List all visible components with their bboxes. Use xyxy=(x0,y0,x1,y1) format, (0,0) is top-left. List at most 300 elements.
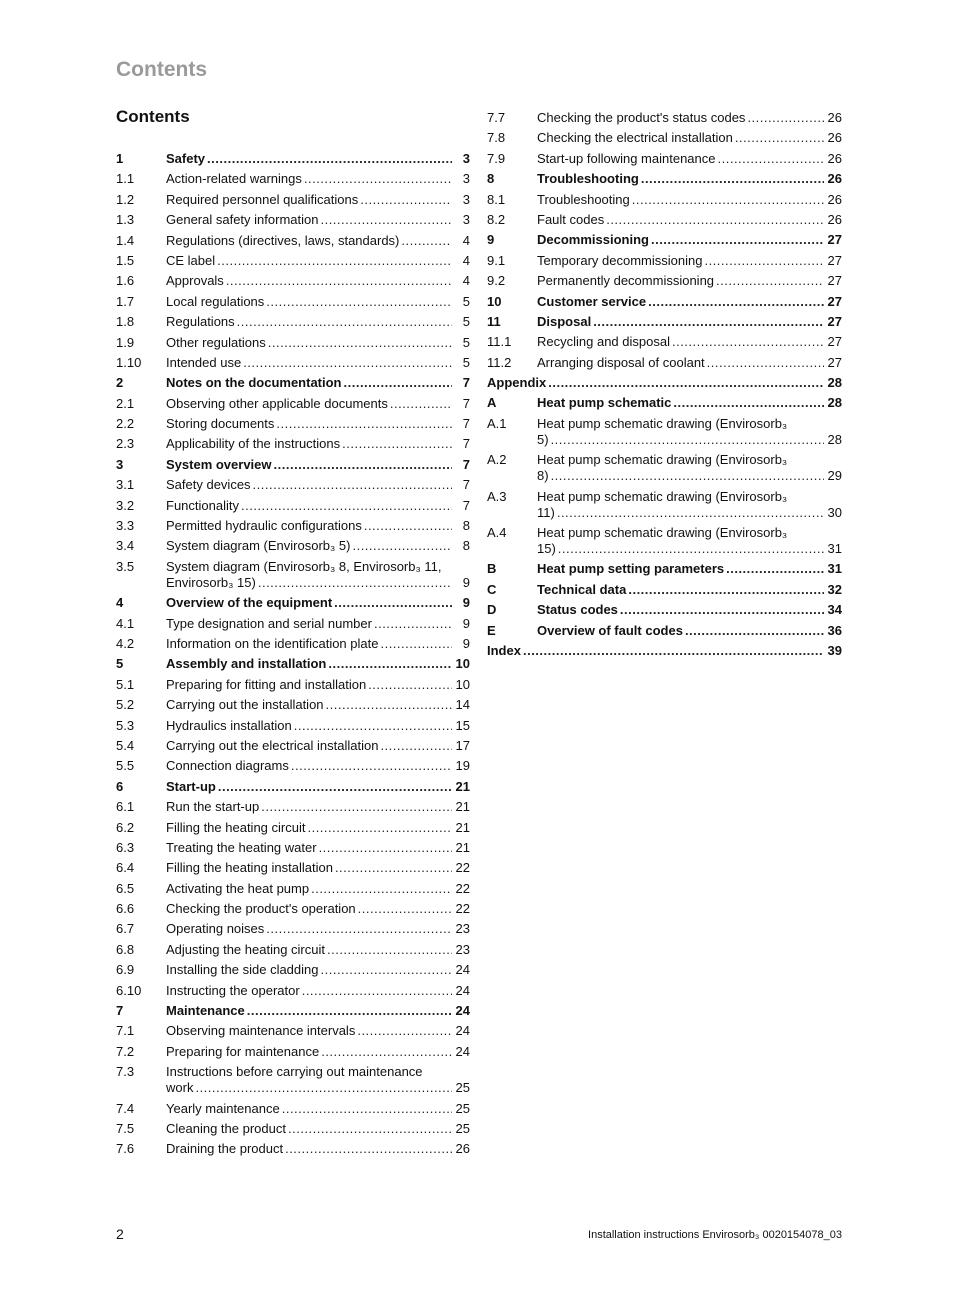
toc-entry-page: 39 xyxy=(827,642,842,658)
toc-entry-page: 28 xyxy=(827,375,842,391)
toc-entry-number: 5 xyxy=(116,656,124,672)
toc-entry-title: Observing maintenance intervals xyxy=(166,1023,356,1039)
toc-entry-number: 5.5 xyxy=(116,758,135,774)
dot-leader xyxy=(551,432,824,448)
toc-entry-title: Checking the electrical installation xyxy=(537,130,733,146)
toc-entry-page: 27 xyxy=(827,313,842,329)
toc-entry[interactable] xyxy=(116,1141,470,1157)
dot-leader xyxy=(593,314,824,330)
dot-leader xyxy=(258,575,452,591)
toc-entry[interactable] xyxy=(116,233,470,249)
toc-entry-page: 3 xyxy=(462,151,470,166)
dot-leader xyxy=(237,314,452,330)
toc-entry[interactable] xyxy=(116,151,470,167)
toc-entry[interactable] xyxy=(116,901,470,917)
toc-entry[interactable] xyxy=(116,416,470,432)
toc-entry[interactable] xyxy=(487,602,842,618)
toc-entry-page: 27 xyxy=(827,293,842,309)
toc-entry-number: E xyxy=(487,622,496,638)
toc-entry-title: Applicability of the instructions xyxy=(166,436,341,452)
toc-entry-title: Preparing for fitting and installation xyxy=(166,676,367,692)
toc-entry-number: 6.6 xyxy=(116,901,135,917)
dot-leader xyxy=(274,457,452,473)
toc-entry[interactable] xyxy=(116,355,470,371)
dot-leader xyxy=(672,334,824,350)
toc-entry[interactable] xyxy=(116,1023,470,1039)
toc-entry[interactable] xyxy=(487,643,842,659)
toc-entry[interactable] xyxy=(487,192,842,208)
dot-leader xyxy=(390,396,452,412)
toc-entry-title-continuation: 11) xyxy=(537,504,555,520)
toc-entry[interactable] xyxy=(116,335,470,351)
dot-leader xyxy=(319,840,452,856)
toc-entry[interactable] xyxy=(116,881,470,897)
toc-entry[interactable] xyxy=(116,616,470,632)
toc-entry-title: Permitted hydraulic configurations xyxy=(166,518,362,534)
dot-leader xyxy=(311,881,452,897)
toc-entry[interactable] xyxy=(487,416,842,448)
dot-leader xyxy=(747,110,824,126)
toc-entry-page: 5 xyxy=(462,314,470,330)
toc-entry-number: 11 xyxy=(487,313,501,329)
toc-entry-number: 2.3 xyxy=(116,436,135,452)
toc-entry[interactable] xyxy=(116,314,470,330)
toc-entry[interactable] xyxy=(116,192,470,208)
toc-column-right xyxy=(487,110,842,663)
toc-entry-page: 15 xyxy=(455,717,470,733)
toc-entry-page: 26 xyxy=(827,171,842,187)
toc-entry-number: 6.5 xyxy=(116,880,135,896)
toc-entry-title: Appendix xyxy=(487,375,547,391)
toc-entry-title: Required personnel qualifications xyxy=(166,191,359,207)
toc-entry-title: Checking the product's status codes xyxy=(537,110,746,125)
toc-entry-title: Connection diagrams xyxy=(166,758,289,774)
toc-entry-number: 8 xyxy=(487,171,495,187)
toc-entry-title: Type designation and serial number xyxy=(166,615,372,631)
toc-entry-title: Safety xyxy=(166,151,206,166)
dot-leader xyxy=(360,192,452,208)
dot-leader xyxy=(673,395,824,411)
toc-entry-title: Permanently decommissioning xyxy=(537,273,715,289)
toc-entry-page: 7 xyxy=(462,375,470,391)
toc-entry[interactable] xyxy=(116,697,470,713)
toc-entry-title: Notes on the documentation xyxy=(166,375,342,391)
toc-entry-title: Regulations (directives, laws, standards) xyxy=(166,232,400,248)
toc-entry-page: 7 xyxy=(462,395,470,411)
toc-entry-title: Temporary decommissioning xyxy=(537,252,703,268)
toc-entry[interactable] xyxy=(487,294,842,310)
toc-entry-page: 5 xyxy=(462,354,470,370)
toc-entry[interactable] xyxy=(116,436,470,452)
toc-entry-page: 24 xyxy=(455,1003,470,1019)
toc-entry[interactable] xyxy=(116,636,470,652)
toc-entry-page: 9 xyxy=(462,635,470,651)
toc-entry-page: 26 xyxy=(455,1141,470,1157)
toc-entry-number: 5.1 xyxy=(116,676,135,692)
toc-entry[interactable] xyxy=(116,396,470,412)
dot-leader xyxy=(207,151,452,167)
toc-entry-title: Carrying out the electrical installation xyxy=(166,737,379,753)
toc-entry-page: 26 xyxy=(827,211,842,227)
dot-leader xyxy=(401,233,452,249)
toc-entry-number: 1 xyxy=(116,151,124,166)
dot-leader xyxy=(558,541,824,557)
toc-entry-page: 26 xyxy=(827,150,842,166)
toc-entry-title: Start-up xyxy=(166,778,216,794)
toc-entry-title: Local regulations xyxy=(166,293,265,309)
toc-entry-number: D xyxy=(487,602,497,618)
toc-entry-title: Heat pump schematic drawing (Envirosorb₃ xyxy=(537,525,788,541)
toc-entry-title: Overview of the equipment xyxy=(166,595,333,611)
toc-entry-title: Operating noises xyxy=(166,921,265,937)
toc-entry-number: A.2 xyxy=(487,452,507,468)
dot-leader xyxy=(226,273,452,289)
toc-entry[interactable] xyxy=(116,498,470,514)
dot-leader xyxy=(320,212,452,228)
toc-entry-page: 9 xyxy=(462,595,470,611)
toc-entry-page: 23 xyxy=(455,941,470,957)
toc-entry[interactable] xyxy=(116,595,470,611)
toc-entry-title: Intended use xyxy=(166,354,242,370)
toc-entry-page: 28 xyxy=(827,395,842,411)
toc-entry-title: System diagram (Envirosorb₃ 5) xyxy=(166,538,351,554)
toc-entry-number: 4 xyxy=(116,595,124,611)
toc-entry-number: 3.1 xyxy=(116,477,135,493)
toc-entry[interactable] xyxy=(116,942,470,958)
toc-entry[interactable] xyxy=(116,779,470,795)
toc-entry[interactable] xyxy=(116,962,470,978)
toc-entry-number: A.1 xyxy=(487,415,507,431)
toc-entry-title: Hydraulics installation xyxy=(166,717,292,733)
toc-entry[interactable] xyxy=(487,489,842,521)
dot-leader xyxy=(261,799,452,815)
toc-entry-number: 9 xyxy=(487,232,495,248)
toc-entry-title: Heat pump schematic drawing (Envirosorb₃ xyxy=(537,415,788,431)
toc-entry-page: 27 xyxy=(827,232,842,248)
toc-entry-title: Filling the heating circuit xyxy=(166,819,306,835)
toc-entry-page: 7 xyxy=(462,497,470,513)
toc-entry-number: 2 xyxy=(116,375,124,391)
toc-entry-page: 31 xyxy=(827,561,842,577)
toc-entry[interactable] xyxy=(116,718,470,734)
toc-entry-title: Functionality xyxy=(166,497,239,513)
toc-entry[interactable] xyxy=(116,375,470,391)
toc-entry-page: 10 xyxy=(455,676,470,692)
dot-leader xyxy=(718,151,825,167)
toc-entry-page: 25 xyxy=(455,1100,470,1116)
toc-entry[interactable] xyxy=(487,232,842,248)
toc-entry[interactable] xyxy=(487,395,842,411)
toc-entry-number: 7.9 xyxy=(487,150,506,166)
toc-entry[interactable] xyxy=(487,334,842,350)
toc-entry-title: Storing documents xyxy=(166,416,275,432)
dot-leader xyxy=(551,468,824,484)
toc-entry-number: 1.6 xyxy=(116,273,135,289)
toc-entry[interactable] xyxy=(487,375,842,391)
toc-entry[interactable] xyxy=(116,273,470,289)
toc-entry[interactable] xyxy=(116,538,470,554)
toc-entry-page: 21 xyxy=(455,778,470,794)
dot-leader xyxy=(704,253,824,269)
toc-entry[interactable] xyxy=(116,799,470,815)
toc-entry-number: 7.2 xyxy=(116,1043,135,1059)
dot-leader xyxy=(321,962,453,978)
toc-entry-page: 30 xyxy=(827,504,842,520)
toc-entry[interactable] xyxy=(487,623,842,639)
dot-leader xyxy=(253,477,452,493)
dot-leader xyxy=(282,1101,452,1117)
toc-entry-number: 7.3 xyxy=(116,1064,135,1080)
toc-entry-title: Installing the side cladding xyxy=(166,962,319,978)
toc-entry-number: 6.4 xyxy=(116,860,135,876)
dot-leader xyxy=(648,294,824,310)
dot-leader xyxy=(218,779,452,795)
toc-entry[interactable] xyxy=(487,452,842,484)
toc-entry-number: 10 xyxy=(487,293,502,309)
toc-entry-page: 28 xyxy=(827,431,842,447)
toc-entry[interactable] xyxy=(487,130,842,146)
toc-entry-title: Cleaning the product xyxy=(166,1120,286,1136)
toc-entry[interactable] xyxy=(116,559,470,591)
toc-entry[interactable] xyxy=(487,582,842,598)
toc-entry-page: 4 xyxy=(462,273,470,289)
dot-leader xyxy=(344,375,453,391)
dot-leader xyxy=(266,921,452,937)
toc-entry-number: 7.4 xyxy=(116,1100,135,1116)
toc-entry-number: 2.1 xyxy=(116,395,135,411)
toc-entry-page: 22 xyxy=(455,860,470,876)
toc-entry[interactable] xyxy=(116,921,470,937)
toc-entry[interactable] xyxy=(116,1101,470,1117)
toc-entry-title: Treating the heating water xyxy=(166,839,317,855)
toc-entry-page: 26 xyxy=(827,191,842,207)
dot-leader xyxy=(294,718,452,734)
toc-entry[interactable] xyxy=(116,477,470,493)
toc-entry-title: Disposal xyxy=(537,313,592,329)
toc-entry-page: 10 xyxy=(455,656,470,672)
toc-entry[interactable] xyxy=(116,840,470,856)
toc-entry[interactable] xyxy=(487,355,842,371)
dot-leader xyxy=(247,1003,452,1019)
toc-entry[interactable] xyxy=(116,457,470,473)
toc-entry[interactable] xyxy=(116,253,470,269)
toc-entry-page: 27 xyxy=(827,273,842,289)
toc-entry[interactable] xyxy=(116,738,470,754)
toc-entry-title: Maintenance xyxy=(166,1003,245,1019)
toc-entry-page: 8 xyxy=(462,538,470,554)
toc-entry-page: 3 xyxy=(462,171,470,187)
toc-entry-number: 6.10 xyxy=(116,982,142,998)
toc-entry[interactable] xyxy=(116,758,470,774)
dot-leader xyxy=(557,505,824,521)
toc-entry-number: 1.4 xyxy=(116,232,135,248)
toc-entry-page: 24 xyxy=(455,962,470,978)
toc-entry-number: 7.5 xyxy=(116,1120,135,1136)
toc-entry-title: Carrying out the installation xyxy=(166,697,324,713)
dot-leader xyxy=(380,738,452,754)
toc-entry-number: 1.10 xyxy=(116,354,142,370)
toc-entry-title: Overview of fault codes xyxy=(537,622,683,638)
toc-entry-number: 3.2 xyxy=(116,497,135,513)
dot-leader xyxy=(288,1121,452,1137)
toc-entry-title: Recycling and disposal xyxy=(537,334,670,350)
dot-leader xyxy=(632,192,824,208)
toc-entry-number: 1.2 xyxy=(116,191,135,207)
toc-entry-title: Instructing the operator xyxy=(166,982,300,998)
toc-entry-title: CE label xyxy=(166,252,216,268)
dot-leader xyxy=(241,498,452,514)
toc-entry-number: 8.1 xyxy=(487,191,506,207)
toc-entry-number: 5.4 xyxy=(116,737,135,753)
toc-entry-number: 2.2 xyxy=(116,416,135,432)
dot-leader xyxy=(368,677,452,693)
toc-entry[interactable] xyxy=(487,561,842,577)
toc-entry-number: 6.9 xyxy=(116,962,135,978)
toc-entry-number: 9.2 xyxy=(487,273,506,289)
toc-entry-number: 1.5 xyxy=(116,252,135,268)
toc-entry[interactable] xyxy=(487,212,842,228)
toc-entry-number: 6.7 xyxy=(116,921,135,937)
toc-entry-page: 3 xyxy=(462,191,470,207)
toc-entry-title: System diagram (Envirosorb₃ 8, Envirosorb₃ 11, xyxy=(166,558,442,574)
dot-leader xyxy=(620,602,824,618)
dot-leader xyxy=(334,595,452,611)
toc-entry[interactable] xyxy=(487,253,842,269)
dot-leader xyxy=(276,416,452,432)
toc-entry-number: 11.1 xyxy=(487,334,512,350)
toc-entry-number: 7.6 xyxy=(116,1141,135,1157)
toc-entry-title: Technical data xyxy=(537,581,627,597)
toc-entry-page: 23 xyxy=(455,921,470,937)
toc-entry-title: Decommissioning xyxy=(537,232,649,248)
dot-leader xyxy=(380,636,452,652)
dot-leader xyxy=(327,942,452,958)
dot-leader xyxy=(716,273,824,289)
toc-entry-title: Heat pump schematic xyxy=(537,395,672,411)
toc-entry-number: 7.1 xyxy=(116,1023,135,1039)
toc-entry-number: 7.8 xyxy=(487,130,506,146)
toc-entry-title: Other regulations xyxy=(166,334,266,350)
toc-entry-page: 7 xyxy=(462,477,470,493)
toc-entry[interactable] xyxy=(116,171,470,187)
toc-entry-page: 27 xyxy=(827,334,842,350)
toc-entry-title-continuation: Envirosorb₃ 15) xyxy=(166,574,256,590)
toc-entry-page: 26 xyxy=(827,110,842,125)
toc-entry[interactable] xyxy=(116,294,470,310)
toc-entry-page: 19 xyxy=(455,758,470,774)
toc-entry[interactable] xyxy=(116,1003,470,1019)
toc-entry-title: Heat pump schematic drawing (Envirosorb₃ xyxy=(537,452,788,468)
toc-entry-title-continuation: 5) xyxy=(537,431,549,447)
toc-entry-page: 26 xyxy=(827,130,842,146)
toc-entry-title: Draining the product xyxy=(166,1141,284,1157)
toc-entry-title: Activating the heat pump xyxy=(166,880,310,896)
toc-entry[interactable] xyxy=(487,314,842,330)
toc-entry[interactable] xyxy=(487,151,842,167)
dot-leader xyxy=(291,758,452,774)
toc-entry[interactable] xyxy=(116,677,470,693)
toc-entry-number: 7 xyxy=(116,1003,124,1019)
toc-entry[interactable] xyxy=(487,110,842,126)
toc-entry-number: 4.1 xyxy=(116,615,135,631)
toc-entry-number: A xyxy=(487,395,497,411)
toc-entry-page: 22 xyxy=(455,901,470,917)
toc-entry-page: 4 xyxy=(462,252,470,268)
toc-entry-title: Assembly and installation xyxy=(166,656,327,672)
toc-entry-number: 6 xyxy=(116,778,124,794)
toc-entry-title: Troubleshooting xyxy=(537,191,630,207)
toc-entry-number: 1.3 xyxy=(116,212,135,228)
toc-entry-title: System overview xyxy=(166,456,272,472)
dot-leader xyxy=(726,561,824,577)
footer-page-number: 2 xyxy=(116,1226,124,1242)
toc-entry-page: 24 xyxy=(455,1023,470,1039)
toc-entry[interactable] xyxy=(116,820,470,836)
toc-entry-title: Arranging disposal of coolant xyxy=(537,354,705,370)
dot-leader xyxy=(243,355,452,371)
toc-entry-title: Information on the identification plate xyxy=(166,635,379,651)
dot-leader xyxy=(548,375,824,391)
toc-entry-number: 9.1 xyxy=(487,252,506,268)
toc-entry[interactable] xyxy=(116,1044,470,1060)
dot-leader xyxy=(364,518,452,534)
toc-entry-number: 1.8 xyxy=(116,314,135,330)
dot-leader xyxy=(606,212,824,228)
toc-entry-page: 27 xyxy=(827,354,842,370)
dot-leader xyxy=(641,171,824,187)
dot-leader xyxy=(651,232,824,248)
toc-entry[interactable] xyxy=(487,171,842,187)
running-header-title: Contents xyxy=(116,58,207,81)
toc-entry-number: 1.1 xyxy=(116,171,135,187)
toc-entry-number: 1.9 xyxy=(116,334,135,350)
toc-entry-number: 3 xyxy=(116,456,124,472)
toc-entry-page: 7 xyxy=(462,456,470,472)
toc-entry-number: 3.3 xyxy=(116,518,135,534)
toc-entry[interactable] xyxy=(116,860,470,876)
toc-entry-title: Start-up following maintenance xyxy=(537,150,716,166)
toc-entry-page: 21 xyxy=(455,799,470,815)
dot-leader xyxy=(285,1141,452,1157)
toc-entry-number: 3.5 xyxy=(116,558,135,574)
toc-entry-page: 27 xyxy=(827,252,842,268)
toc-entry[interactable] xyxy=(487,525,842,557)
dot-leader xyxy=(268,335,452,351)
toc-entry-page: 7 xyxy=(462,416,470,432)
toc-heading: Contents xyxy=(116,107,190,126)
toc-entry[interactable] xyxy=(116,518,470,534)
dot-leader xyxy=(321,1044,452,1060)
toc-entry-page: 25 xyxy=(455,1120,470,1136)
toc-entry-page: 14 xyxy=(455,697,470,713)
dot-leader xyxy=(523,643,824,659)
toc-entry[interactable] xyxy=(116,1121,470,1137)
toc-entry-page: 17 xyxy=(455,737,470,753)
toc-entry[interactable] xyxy=(116,656,470,672)
toc-entry[interactable] xyxy=(487,273,842,289)
toc-entry[interactable] xyxy=(116,1064,470,1096)
toc-entry-page: 8 xyxy=(462,518,470,534)
toc-entry-number: 7.7 xyxy=(487,110,506,125)
toc-entry-title: Heat pump schematic drawing (Envirosorb₃ xyxy=(537,488,788,504)
toc-entry-title: Status codes xyxy=(537,602,618,618)
toc-entry-number: 6.2 xyxy=(116,819,135,835)
toc-entry-title: Observing other applicable documents xyxy=(166,395,388,411)
dot-leader xyxy=(304,171,452,187)
dot-leader xyxy=(735,130,824,146)
toc-entry[interactable] xyxy=(116,983,470,999)
toc-entry[interactable] xyxy=(116,212,470,228)
